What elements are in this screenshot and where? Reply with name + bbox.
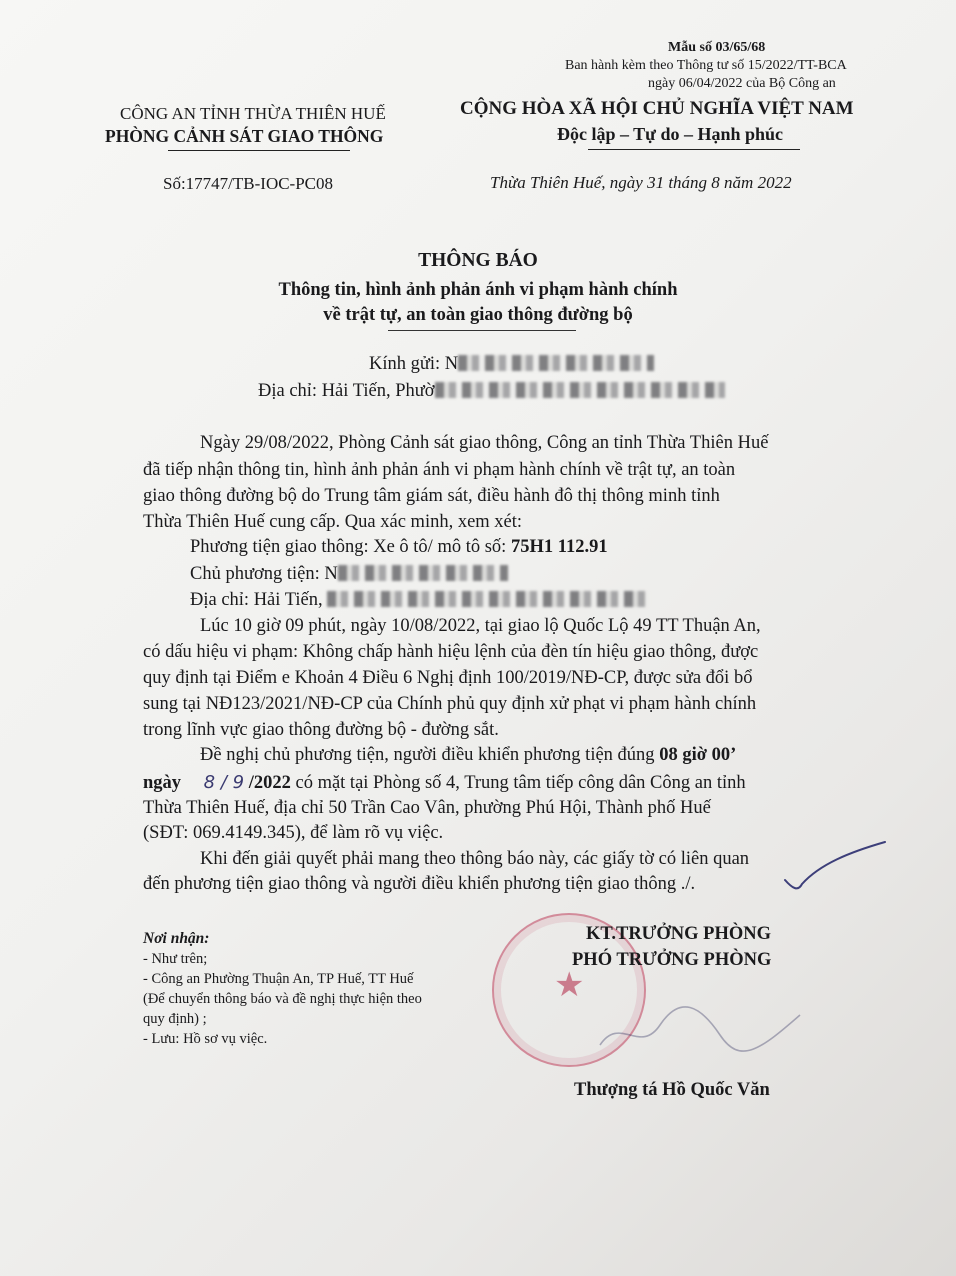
p1-line-4: Thừa Thiên Huế cung cấp. Qua xác minh, xem xét: bbox=[143, 512, 523, 532]
p2-line-4: sung tại NĐ123/2021/NĐ-CP của Chính phủ quy định xử phạt vi phạm hành chính bbox=[143, 694, 757, 714]
recipient-item: quy định) ; bbox=[143, 1011, 207, 1027]
p2-line-1: Lúc 10 giờ 09 phút, ngày 10/08/2022, tại giao lộ Quốc Lộ 49 TT Thuận An, bbox=[200, 616, 761, 636]
p3-text: Đề nghị chủ phương tiện, người điều khiển phương tiện đúng bbox=[200, 745, 660, 765]
owner-label: Chủ phương tiện: N bbox=[190, 564, 338, 584]
document-subtitle-1: Thông tin, hình ảnh phản ánh vi phạm hành chính bbox=[278, 280, 678, 300]
signer-name: Thượng tá Hồ Quốc Văn bbox=[574, 1080, 770, 1100]
handwritten-date: 8 / 9 bbox=[203, 772, 245, 793]
place-date: Thừa Thiên Huế, ngày 31 tháng 8 năm 2022 bbox=[490, 173, 792, 192]
appointment-time: 08 giờ 00’ bbox=[659, 745, 737, 765]
nation-heading: CỘNG HÒA XÃ HỘI CHỦ NGHĨA VIỆT NAM bbox=[460, 98, 854, 119]
form-number: Mẫu số 03/65/68 bbox=[668, 40, 766, 55]
p3-line-2 bbox=[143, 772, 746, 794]
p3-line-2-rest: có mặt tại Phòng số 4, Trung tâm tiếp công dân Công an tỉnh bbox=[290, 773, 746, 793]
p1-line-1: Ngày 29/08/2022, Phòng Cảnh sát giao thông, Công an tỉnh Thừa Thiên Huế bbox=[200, 433, 769, 453]
org-underline bbox=[168, 150, 350, 151]
p4-line-1: Khi đến giải quyết phải mang theo thông báo này, các giấy tờ có liên quan bbox=[200, 849, 750, 869]
redacted-owner-name bbox=[338, 565, 508, 581]
recipient-item: (Để chuyển thông báo và đề nghị thực hiện theo bbox=[143, 991, 422, 1007]
p2-line-2: có dấu hiệu vi phạm: Không chấp hành hiệu lệnh của đèn tín hiệu giao thông, được bbox=[143, 642, 759, 662]
appointment-day-label: ngày bbox=[143, 773, 182, 793]
motto-underline bbox=[588, 149, 800, 150]
p3-line-3: Thừa Thiên Huế, địa chỉ 50 Trần Cao Vân, phường Phú Hội, Thành phố Huế bbox=[143, 798, 711, 818]
p1-line-3: giao thông đường bộ do Trung tâm giám sát, điều hành đô thị thông minh tỉnh bbox=[143, 486, 720, 506]
recipients-label: Nơi nhận: bbox=[143, 930, 210, 947]
vehicle-plate: 75H1 112.91 bbox=[510, 537, 608, 557]
document-title: THÔNG BÁO bbox=[418, 250, 538, 271]
org-unit: PHÒNG CẢNH SÁT GIAO THÔNG bbox=[105, 126, 384, 146]
p2-line-5: trong lĩnh vực giao thông đường bộ - đường sắt. bbox=[143, 720, 499, 740]
vehicle-line bbox=[190, 537, 608, 558]
appointment-year: /2022 bbox=[248, 773, 291, 793]
addressee-label: Kính gửi: N bbox=[369, 354, 459, 374]
addressee-address-line bbox=[258, 381, 725, 402]
org-parent: CÔNG AN TỈNH THỪA THIÊN HUẾ bbox=[120, 104, 386, 123]
owner-line bbox=[190, 564, 508, 585]
recipient-item: - Công an Phường Thuận An, TP Huế, TT Huế bbox=[143, 971, 414, 987]
redacted-owner-address bbox=[327, 591, 649, 607]
handwritten-signature bbox=[590, 995, 810, 1065]
seal-star-icon: ★ bbox=[554, 967, 585, 1004]
p2-line-3: quy định tại Điểm e Khoản 4 Điều 6 Nghị định 100/2019/NĐ-CP, được sửa đổi bổ bbox=[143, 668, 753, 688]
owner-address-line bbox=[190, 590, 649, 611]
recipient-item: - Như trên; bbox=[143, 951, 208, 967]
signer-title-1: KT.TRƯỞNG PHÒNG bbox=[586, 924, 771, 944]
redacted-address bbox=[435, 382, 725, 398]
p4-line-2: đến phương tiện giao thông và người điều khiển phương tiện giao thông ./. bbox=[143, 874, 696, 894]
addressee-line bbox=[369, 354, 654, 375]
p1-line-2: đã tiếp nhận thông tin, hình ảnh phản ánh vi phạm hành chính về trật tự, an toàn bbox=[143, 460, 736, 480]
recipient-item: - Lưu: Hồ sơ vụ việc. bbox=[143, 1031, 268, 1047]
handwritten-check-mark bbox=[780, 838, 890, 898]
vehicle-label: Phương tiện giao thông: Xe ô tô/ mô tô số: bbox=[190, 537, 511, 557]
title-underline bbox=[388, 330, 576, 331]
document-subtitle-2: về trật tự, an toàn giao thông đường bộ bbox=[323, 305, 633, 325]
signer-title-2: PHÓ TRƯỞNG PHÒNG bbox=[572, 950, 772, 970]
redacted-name bbox=[458, 355, 654, 371]
addressee-address-label: Địa chỉ: Hải Tiến, Phườ bbox=[258, 381, 435, 401]
form-reference-line-1: Ban hành kèm theo Thông tư số 15/2022/TT-BCA bbox=[565, 58, 847, 73]
p3-line-1 bbox=[200, 745, 736, 766]
owner-address-label: Địa chỉ: Hải Tiến, bbox=[190, 590, 328, 610]
form-reference-line-2: ngày 06/04/2022 của Bộ Công an bbox=[648, 76, 836, 91]
national-motto: Độc lập – Tự do – Hạnh phúc bbox=[557, 124, 784, 144]
document-number: Số:17747/TB-IOC-PC08 bbox=[163, 174, 334, 193]
p3-line-4: (SĐT: 069.4149.345), để làm rõ vụ việc. bbox=[143, 823, 444, 843]
